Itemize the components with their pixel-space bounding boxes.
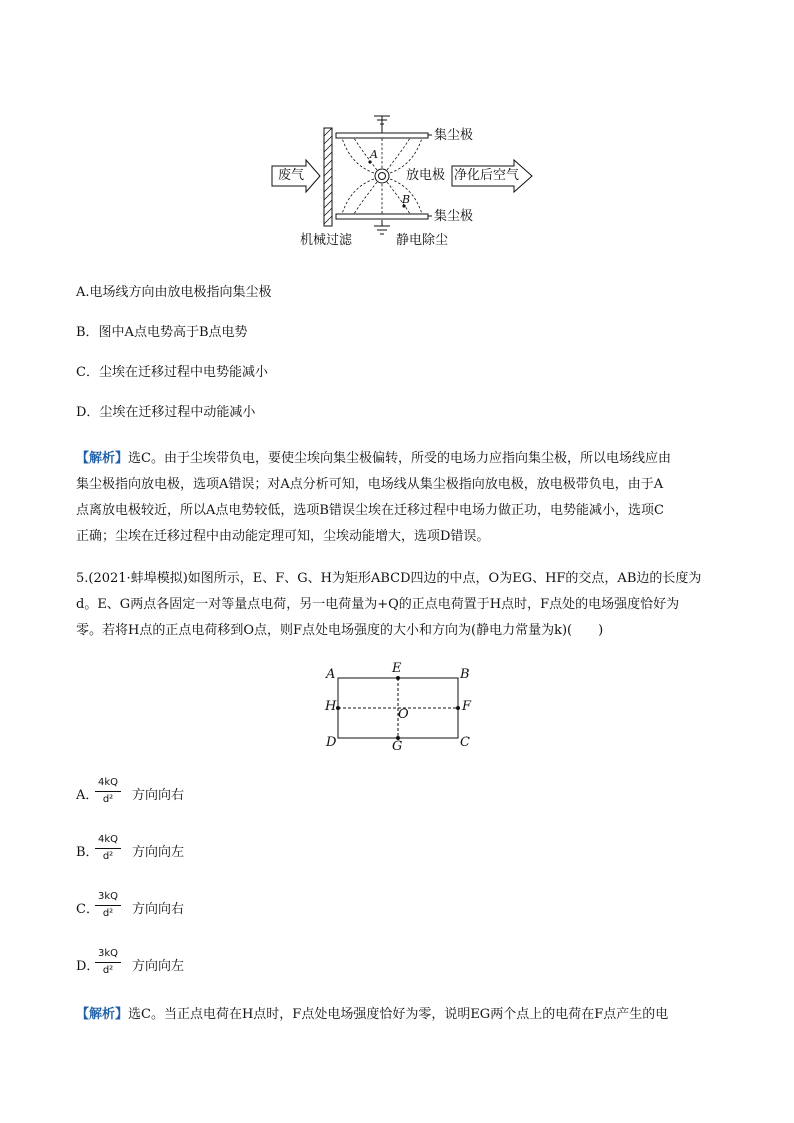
q5-stem-line-2: d。E、G两点各固定一对等量点电荷，另一电荷量为+Q的正点电荷置于H点时，F点处的电场强度恰好为 (76, 597, 680, 612)
q5-stem-line-1: 5.(2021·蚌埠模拟)如图所示，E、F、G、H为矩形ABCD四边的中点，O为EG、HF的交点，AB边的长度为 (76, 571, 702, 586)
numerator: 3kQ (97, 891, 119, 902)
analysis-tag: 【解析】 (76, 1007, 129, 1022)
q5-analysis (76, 1002, 718, 1028)
q4-analysis-line-3: 点离放电极较近，所以A点电势较低，选项B错误尘埃在迁移过程中电场力做正功，电势能减小，选项C (76, 503, 664, 518)
q5-option-c-fraction (95, 890, 121, 921)
q5-stem-line-3: 零。若将H点的正点电荷移到O点，则F点处电场强度的大小和方向为(静电力常量为k)( ) (76, 623, 604, 638)
q4-option-a: A.电场线方向由放电极指向集尘极 (76, 285, 272, 300)
q4-option-d: D．尘埃在迁移过程中动能减小 (76, 405, 256, 420)
midpoint-h-label: H (325, 699, 337, 714)
q5-option-a-letter: A． (76, 788, 99, 803)
fraction-bar (95, 791, 121, 792)
exhaust-in-label: 废气 (278, 168, 305, 183)
center-o-label: O (398, 707, 409, 722)
q4-option-b: B．图中A点电势高于B点电势 (76, 325, 248, 340)
collector-bottom-label: 集尘极 (434, 209, 474, 224)
fraction-bar (95, 962, 121, 963)
q4-analysis-line-1: 选C。由于尘埃带负电，要使尘埃向集尘极偏转，所受的电场力应指向集尘极，所以电场线应由 (128, 451, 671, 466)
vertex-a-label: A (326, 667, 336, 682)
vertex-c-label: C (460, 735, 470, 750)
denominator: d² (102, 965, 114, 976)
clean-air-label: 净化后空气 (454, 168, 520, 183)
q5-option-a-fraction (95, 776, 121, 807)
q5-option-b-letter: B． (76, 845, 99, 860)
denominator: d² (102, 851, 114, 862)
q5-option-b-direction: 方向向左 (132, 845, 185, 860)
fraction-bar (95, 848, 121, 849)
q5-option-d-fraction (95, 947, 121, 978)
q4-analysis (76, 446, 718, 550)
vertex-d-label: D (326, 735, 337, 750)
midpoint-f-label: F (462, 699, 472, 714)
midpoint-g-label: G (392, 739, 403, 754)
q5-option-c-direction: 方向向右 (132, 902, 185, 917)
q5-option-c-letter: C． (76, 902, 99, 917)
denominator: d² (102, 908, 114, 919)
vertex-b-label: B (460, 667, 470, 682)
collector-top-label: 集尘极 (434, 128, 474, 143)
q4-analysis-line-2: 集尘极指向放电极，选项A错误；对A点分析可知，电场线从集尘极指向放电极，放电极带负电，由于A (76, 477, 664, 492)
point-a-label: A (370, 148, 378, 161)
point-b-label: B (402, 193, 411, 206)
midpoint-e-label: E (392, 661, 402, 676)
q5-option-d-letter: D． (76, 959, 100, 974)
numerator: 4kQ (97, 777, 119, 788)
fraction-bar (95, 905, 121, 906)
precipitator-figure (270, 110, 550, 260)
discharge-electrode-label: 放电极 (406, 168, 446, 183)
mech-filter-label: 机械过滤 (300, 233, 353, 248)
q4-option-c: C．尘埃在迁移过程中电势能减小 (76, 365, 268, 380)
q5-option-a-direction: 方向向右 (132, 788, 185, 803)
numerator: 3kQ (97, 948, 119, 959)
denominator: d² (102, 794, 114, 805)
q5-option-b-fraction (95, 833, 121, 864)
q5-analysis-line-1: 选C。当正点电荷在H点时，F点处电场强度恰好为零，说明EG两个点上的电荷在F点产生的电 (128, 1007, 669, 1022)
q4-analysis-line-4: 正确；尘埃在迁移过程中由动能定理可知，尘埃动能增大，选项D错误。 (76, 529, 490, 544)
q5-option-d-direction: 方向向左 (132, 959, 185, 974)
numerator: 4kQ (97, 834, 119, 845)
rectangle-figure (320, 660, 480, 760)
electrostatic-label: 静电除尘 (396, 233, 449, 248)
q5-stem (76, 566, 718, 644)
analysis-tag: 【解析】 (76, 451, 129, 466)
